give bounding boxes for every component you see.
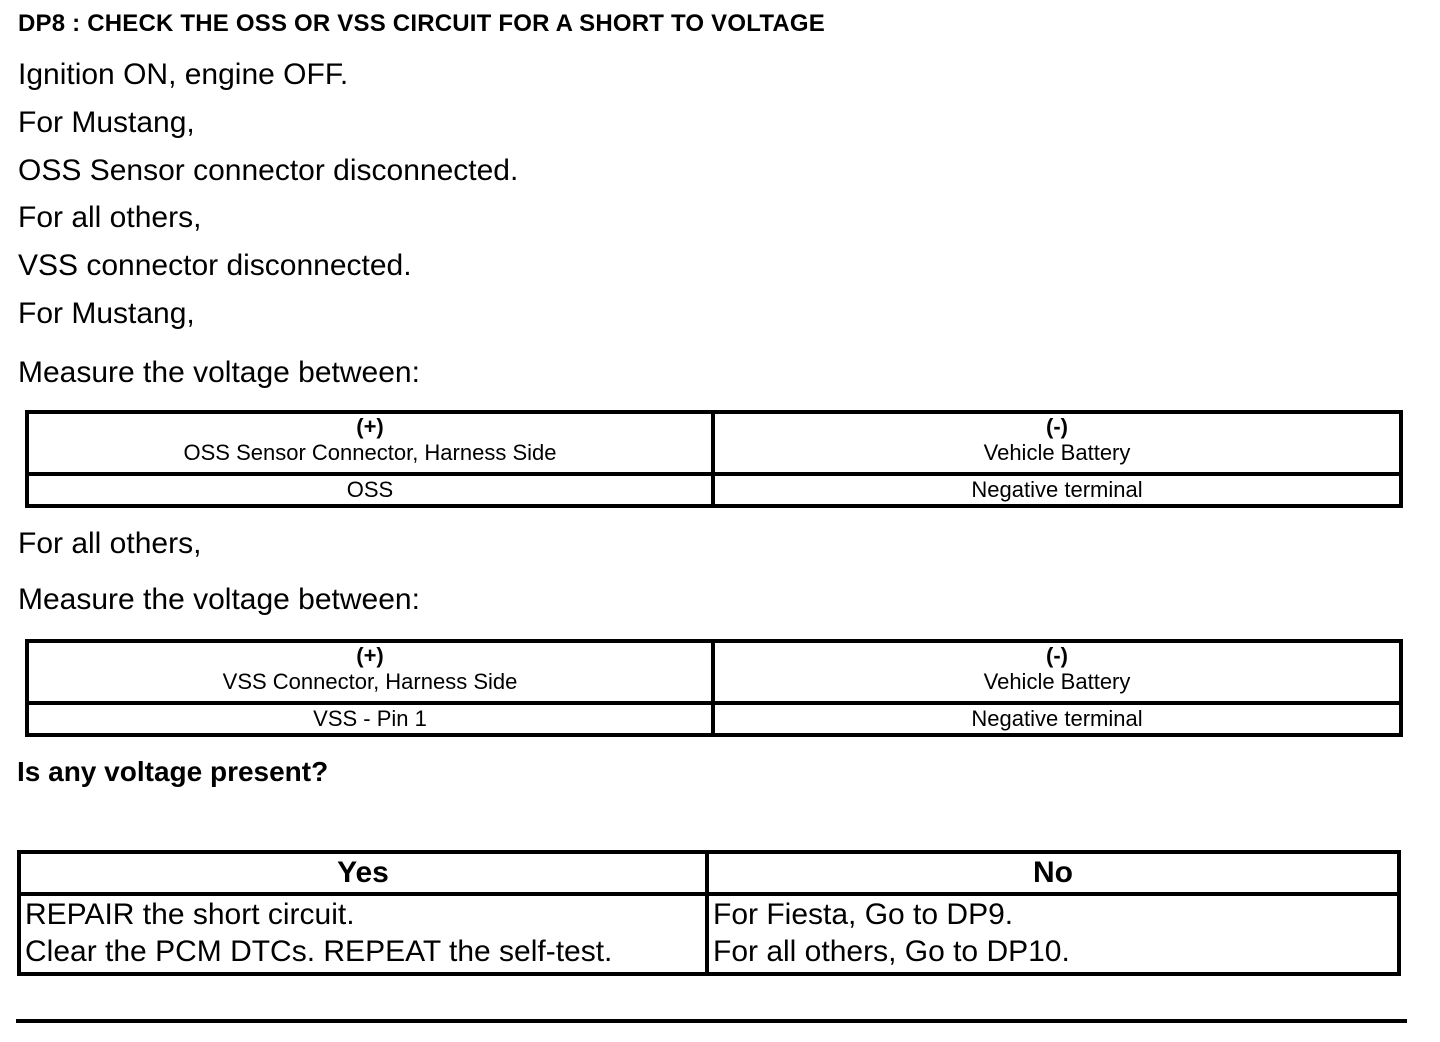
positive-probe-label: OSS Sensor Connector, Harness Side <box>183 440 557 465</box>
result-body-row <box>19 894 1399 974</box>
result-header-row <box>19 852 1399 894</box>
positive-probe-value: VSS - Pin 1 <box>27 703 713 735</box>
yes-action <box>19 894 707 974</box>
result-table <box>17 850 1401 976</box>
oss-measurement-table <box>25 410 1403 508</box>
negative-probe-label: Vehicle Battery <box>983 440 1131 465</box>
measure-intro: Measure the voltage between: <box>18 583 420 616</box>
page-title: DP8 : CHECK THE OSS OR VSS CIRCUIT FOR A SHORT TO VOLTAGE <box>18 10 826 37</box>
negative-symbol: (-) <box>1046 414 1068 439</box>
instruction-line: For all others, <box>18 527 202 560</box>
instruction-line: VSS connector disconnected. <box>18 249 412 282</box>
no-action-line: For Fiesta, Go to DP9. <box>713 898 1014 931</box>
bottom-divider <box>16 1019 1407 1023</box>
table-header-row <box>27 412 1401 474</box>
positive-probe-header <box>27 641 713 703</box>
negative-probe-label: Vehicle Battery <box>983 669 1131 694</box>
positive-symbol: (+) <box>356 414 384 439</box>
positive-symbol: (+) <box>356 643 384 668</box>
yes-action-line: REPAIR the short circuit. <box>25 898 355 931</box>
table-header-row <box>27 641 1401 703</box>
instruction-line: OSS Sensor connector disconnected. <box>18 154 519 187</box>
negative-probe-value: Negative terminal <box>713 703 1401 735</box>
instruction-line: Ignition ON, engine OFF. <box>18 58 349 91</box>
table-row <box>27 474 1401 506</box>
negative-probe-header <box>713 641 1401 703</box>
negative-symbol: (-) <box>1046 643 1068 668</box>
yes-action-line: Clear the PCM DTCs. REPEAT the self-test. <box>25 935 613 968</box>
instruction-line: For Mustang, <box>18 106 195 139</box>
no-action <box>707 894 1399 974</box>
yes-header: Yes <box>19 852 707 894</box>
negative-probe-header <box>713 412 1401 474</box>
decision-question: Is any voltage present? <box>17 756 329 787</box>
no-header: No <box>707 852 1399 894</box>
instruction-line: For all others, <box>18 201 202 234</box>
measure-intro: Measure the voltage between: <box>18 356 420 389</box>
instruction-line: For Mustang, <box>18 297 195 330</box>
negative-probe-value: Negative terminal <box>713 474 1401 506</box>
no-action-line: For all others, Go to DP10. <box>713 935 1070 968</box>
positive-probe-label: VSS Connector, Harness Side <box>222 669 518 694</box>
vss-measurement-table <box>25 639 1403 737</box>
positive-probe-header <box>27 412 713 474</box>
positive-probe-value: OSS <box>27 474 713 506</box>
table-row <box>27 703 1401 735</box>
